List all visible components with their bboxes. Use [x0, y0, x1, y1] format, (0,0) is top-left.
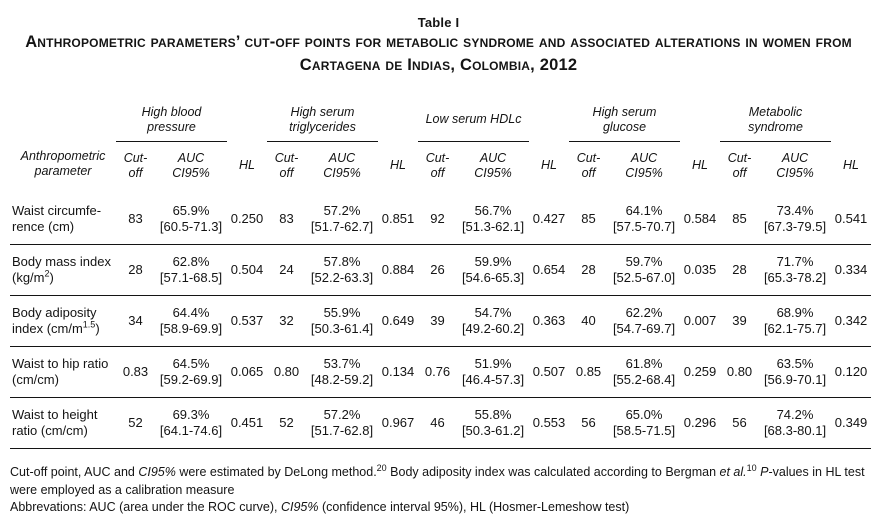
cell-hl: 0.363	[532, 312, 566, 328]
column-header-auc-ci95: AUC CI95%	[474, 150, 512, 180]
table-row	[10, 295, 871, 346]
cell-cutoff: 34	[128, 312, 143, 328]
cell-auc-ci95: 56.7% [51.3-62.1]	[461, 202, 525, 234]
table-row	[10, 397, 871, 448]
cell-auc-ci95: 62.8% [57.1-68.5]	[159, 253, 223, 285]
column-header-hl: HL	[692, 158, 708, 173]
cell-cutoff: 24	[279, 261, 294, 277]
group-header-spacer	[680, 101, 720, 142]
footnote-methods: Cut-off point, AUC and CI95% were estimated by DeLong method.$^{20}$ Body adiposity index was calculated according to Bergman et al.$^{10}$ P-values in HL test were employed as a calibration measure	[10, 462, 865, 497]
table-row	[10, 346, 871, 397]
cell-auc-ci95: 62.2% [54.7-69.7]	[612, 304, 676, 336]
cell-auc-ci95: 65.0% [58.5-71.5]	[612, 406, 676, 438]
column-header-auc-ci95: AUC CI95%	[172, 150, 210, 180]
cell-hl: 0.451	[230, 414, 264, 430]
cell-auc-ci95: 61.8% [55.2-68.4]	[612, 355, 676, 387]
column-header-hl: HL	[239, 158, 255, 173]
cell-hl: 0.035	[683, 261, 717, 277]
group-header: High serum triglycerides	[267, 101, 378, 142]
column-header-cutoff: Cut-off	[274, 150, 299, 180]
column-header-hl: HL	[390, 158, 406, 173]
cell-hl: 0.334	[834, 261, 868, 277]
cell-auc-ci95: 57.2% [51.7-62.8]	[310, 406, 374, 438]
cell-cutoff: 40	[581, 312, 596, 328]
cell-cutoff: 56	[581, 414, 596, 430]
column-header-cutoff: Cut-off	[576, 150, 601, 180]
cell-auc-ci95: 63.5% [56.9-70.1]	[763, 355, 827, 387]
cell-hl: 0.259	[683, 363, 717, 379]
table-title-line2: Cartagena de Indias, Colombia, 2012	[299, 56, 578, 75]
cell-parameter: Waist circumfe- rence (cm)	[12, 202, 102, 234]
cell-cutoff: 26	[430, 261, 445, 277]
group-header-spacer	[227, 101, 267, 142]
cell-auc-ci95: 59.9% [54.6-65.3]	[461, 253, 525, 285]
cell-auc-ci95: 64.5% [59.2-69.9]	[159, 355, 223, 387]
cell-cutoff: 0.80	[726, 363, 753, 379]
group-header-spacer	[529, 101, 569, 142]
cell-hl: 0.553	[532, 414, 566, 430]
cell-cutoff: 28	[732, 261, 747, 277]
cell-cutoff: 52	[279, 414, 294, 430]
cell-hl: 0.504	[230, 261, 264, 277]
column-header-auc-ci95: AUC CI95%	[625, 150, 663, 180]
footnotes	[10, 464, 867, 516]
cell-parameter: Waist to hip ratio (cm/cm)	[12, 355, 109, 387]
cell-hl: 0.250	[230, 210, 264, 226]
cell-hl: 0.507	[532, 363, 566, 379]
cell-auc-ci95: 53.7% [48.2-59.2]	[310, 355, 374, 387]
cell-hl: 0.349	[834, 414, 868, 430]
cell-hl: 0.065	[230, 363, 264, 379]
table-label: Table I	[417, 15, 460, 30]
cell-cutoff: 28	[128, 261, 143, 277]
cell-auc-ci95: 64.1% [57.5-70.7]	[612, 202, 676, 234]
group-header: High blood pressure	[116, 101, 227, 142]
cell-auc-ci95: 57.2% [51.7-62.7]	[310, 202, 374, 234]
cell-cutoff: 28	[581, 261, 596, 277]
sub-header-row	[10, 141, 871, 194]
cell-auc-ci95: 73.4% [67.3-79.5]	[763, 202, 827, 234]
cell-auc-ci95: 51.9% [46.4-57.3]	[461, 355, 525, 387]
cell-hl: 0.584	[683, 210, 717, 226]
group-header: Low serum HDLc	[418, 101, 529, 142]
group-header: High serum glucose	[569, 101, 680, 142]
cell-auc-ci95: 68.9% [62.1-75.7]	[763, 304, 827, 336]
cell-auc-ci95: 57.8% [52.2-63.3]	[310, 253, 374, 285]
group-header-row	[10, 101, 871, 142]
cell-auc-ci95: 55.8% [50.3-61.2]	[461, 406, 525, 438]
cell-cutoff: 0.80	[273, 363, 300, 379]
group-header-spacer	[378, 101, 418, 142]
cell-hl: 0.537	[230, 312, 264, 328]
column-header-auc-ci95: AUC CI95%	[323, 150, 361, 180]
cell-cutoff: 0.76	[424, 363, 451, 379]
column-header-hl: HL	[843, 158, 860, 173]
cell-cutoff: 46	[430, 414, 445, 430]
cell-cutoff: 0.83	[122, 363, 149, 379]
cell-cutoff: 56	[732, 414, 747, 430]
column-header-cutoff: Cut-off	[425, 150, 450, 180]
cell-hl: 0.342	[834, 312, 868, 328]
cell-hl: 0.427	[532, 210, 566, 226]
column-header-auc-ci95: AUC CI95%	[776, 150, 814, 180]
cell-cutoff: 83	[128, 210, 143, 226]
table-title-line1: Anthropometric parameters’ cut-off points for metabolic syndrome and associated alterations in women from	[25, 33, 852, 51]
cell-cutoff: 83	[279, 210, 294, 226]
anthropometric-cutoff-table	[10, 101, 871, 449]
group-header: Metabolic syndrome	[720, 101, 831, 142]
cell-auc-ci95: 59.7% [52.5-67.0]	[612, 253, 676, 285]
cell-hl: 0.134	[381, 363, 415, 379]
cell-cutoff: 0.85	[575, 363, 602, 379]
cell-cutoff: 85	[581, 210, 596, 226]
cell-auc-ci95: 74.2% [68.3-80.1]	[763, 406, 827, 438]
cell-auc-ci95: 65.9% [60.5-71.3]	[159, 202, 223, 234]
cell-parameter: Body adiposity index $(cm/m^{1.5})$	[12, 304, 100, 336]
column-header-parameter: Anthropometric parameter	[20, 148, 106, 179]
cell-auc-ci95: 54.7% [49.2-60.2]	[461, 304, 525, 336]
footnote-abbreviations: Abbrevations: AUC (area under the ROC curve), CI95% (confidence interval 95%), HL (Hosmer-Lemeshow test)	[10, 500, 630, 515]
cell-auc-ci95: 64.4% [58.9-69.9]	[159, 304, 223, 336]
cell-parameter: Waist to height ratio (cm/cm)	[12, 406, 98, 438]
cell-cutoff: 39	[430, 312, 445, 328]
cell-hl: 0.654	[532, 261, 566, 277]
cell-cutoff: 85	[732, 210, 747, 226]
cell-cutoff: 39	[732, 312, 747, 328]
cell-hl: 0.967	[381, 414, 415, 430]
cell-hl: 0.296	[683, 414, 717, 430]
cell-hl: 0.884	[381, 261, 415, 277]
cell-parameter: Body mass index $(kg/m^2)$	[12, 253, 111, 285]
cell-hl: 0.120	[834, 363, 868, 379]
group-header-spacer	[831, 101, 871, 142]
cell-auc-ci95: 55.9% [50.3-61.4]	[310, 304, 374, 336]
cell-auc-ci95: 71.7% [65.3-78.2]	[763, 253, 827, 285]
cell-cutoff: 52	[128, 414, 143, 430]
table-caption	[10, 15, 867, 77]
cell-hl: 0.649	[381, 312, 415, 328]
table-row	[10, 244, 871, 295]
table-row	[10, 194, 871, 245]
cell-cutoff: 32	[279, 312, 294, 328]
cell-auc-ci95: 69.3% [64.1-74.6]	[159, 406, 223, 438]
column-header-cutoff: Cut-off	[123, 150, 148, 180]
cell-hl: 0.851	[381, 210, 415, 226]
column-header-hl: HL	[541, 158, 557, 173]
cell-hl: 0.007	[683, 312, 717, 328]
cell-hl: 0.541	[834, 210, 868, 226]
column-header-cutoff: Cut-off	[727, 150, 752, 180]
cell-cutoff: 92	[430, 210, 445, 226]
